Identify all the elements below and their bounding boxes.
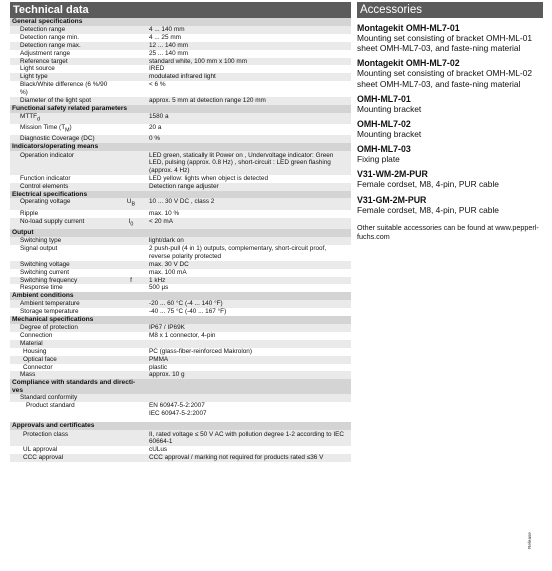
spec-row (10, 446, 351, 454)
spec-label (10, 42, 113, 50)
spec-label-text: Detection range min. (20, 33, 79, 41)
section-header (10, 143, 351, 151)
spec-symbol (113, 371, 149, 379)
accessory-description: Mounting bracket (357, 129, 422, 140)
spec-value: max. 100 mA (149, 268, 187, 276)
spec-value: < 6 % (149, 81, 166, 89)
spec-label (10, 371, 113, 379)
spec-symbol (113, 348, 149, 356)
spec-symbol (113, 277, 149, 285)
accessory-item (357, 169, 543, 189)
section-title: General specifications (12, 18, 83, 25)
accessory-item (357, 119, 543, 139)
spec-value: 1580 a (149, 112, 169, 120)
spec-row (10, 198, 351, 209)
spec-value: LED yellow: lights when object is detected (149, 174, 269, 182)
spec-symbol (113, 308, 149, 316)
spec-value-line: EN 60947-5-2:2007 (149, 402, 205, 410)
spec-label-text: Product standard (26, 402, 75, 410)
spec-row (10, 454, 351, 462)
spec-row (10, 430, 351, 446)
spec-label-text: UL approval (23, 446, 58, 454)
accessory-name: Montagekit OMH-ML7-02 (357, 58, 460, 69)
section-header (10, 105, 351, 113)
spec-symbol (113, 431, 149, 446)
spec-symbol (113, 446, 149, 454)
spec-value (149, 340, 351, 348)
spec-row (10, 42, 351, 50)
spec-row (10, 135, 351, 143)
spec-label (10, 454, 113, 462)
spec-label-text: Diagnostic Coverage (DC) (20, 135, 95, 143)
spec-label-text: Operating voltage (20, 198, 71, 206)
spec-label (10, 237, 113, 245)
spec-label-text: Light type (20, 73, 48, 81)
spec-value: IRED (149, 65, 165, 73)
spec-symbol (113, 81, 149, 97)
spec-row (10, 34, 351, 42)
spec-row (10, 371, 351, 379)
section-header (10, 316, 351, 324)
technical-data-panel (10, 2, 351, 462)
spec-label-text: Control elements (20, 182, 69, 190)
spec-value: M8 x 1 connector, 4-pin (149, 331, 216, 339)
spec-label (10, 364, 113, 372)
spec-row (10, 261, 351, 269)
spec-label (10, 340, 113, 348)
spec-symbol (113, 135, 149, 143)
spec-label-text: Reference target (20, 57, 68, 65)
section-title: Output (12, 228, 34, 236)
spec-row (10, 277, 351, 285)
section-title: Functional safety related parameters (12, 104, 128, 112)
spec-label (10, 324, 113, 332)
section-header (10, 18, 351, 26)
spec-symbol (113, 124, 149, 135)
spec-value: 10 ... 30 V DC , class 2 (149, 198, 215, 206)
spec-label (10, 277, 113, 285)
spec-label-text: Material (20, 339, 43, 347)
spec-row (10, 58, 351, 66)
release-note: Release (527, 532, 532, 549)
spec-label (10, 261, 113, 269)
spec-table (10, 18, 351, 462)
spec-symbol (113, 340, 149, 348)
accessories-panel (357, 2, 543, 241)
spec-symbol (113, 402, 149, 417)
spec-label (10, 183, 113, 191)
technical-data-header: Technical data (10, 2, 351, 18)
spec-row (10, 50, 351, 58)
section-title: Electrical specifications (12, 190, 88, 198)
spec-label-text: Operation indicator (20, 151, 74, 159)
spec-label-text: MTTF (20, 112, 38, 120)
spec-label (10, 175, 113, 183)
spec-row (10, 218, 351, 229)
spec-symbol-text: f (130, 276, 132, 284)
spec-value: standard white, 100 mm x 100 mm (149, 57, 248, 65)
accessory-name: OMH-ML7-01 (357, 93, 411, 104)
spec-value: 4 ... 140 mm (149, 25, 185, 33)
spec-value (149, 402, 351, 417)
spec-symbol (113, 73, 149, 81)
spec-label (10, 65, 113, 73)
spec-label-text: Function indicator (20, 174, 71, 182)
spec-symbol (113, 210, 149, 218)
spec-value: -40 ... 75 °C (-40 ... 167 °F) (149, 308, 227, 316)
accessory-description: Mounting bracket (357, 103, 422, 114)
spec-label (10, 348, 113, 356)
section-title-line: ves (12, 386, 24, 394)
spec-label-text: Standard conformity (20, 394, 78, 402)
spec-value: CCC approval / marking not required for products rated ≤36 V (149, 454, 324, 462)
spec-label (10, 198, 113, 209)
spec-symbol (113, 50, 149, 58)
accessory-name: V31-WM-2M-PUR (357, 169, 428, 180)
spec-label-text: Mission Time (T (20, 124, 66, 132)
accessory-name: V31-GM-2M-PUR (357, 194, 427, 205)
spec-label (10, 269, 113, 277)
spec-label (10, 58, 113, 66)
spec-label (10, 300, 113, 308)
spec-label-text: Degree of protection (20, 324, 78, 331)
spec-symbol (113, 356, 149, 364)
spec-label (10, 245, 113, 260)
spec-label (10, 152, 113, 175)
spec-symbol (113, 218, 149, 229)
spec-label (10, 97, 113, 105)
spec-label-tail: ) (69, 124, 72, 132)
spec-value: 0 % (149, 135, 161, 143)
spec-value: IP67 / IP69K (149, 324, 185, 331)
spec-label-text: Signal output (20, 245, 58, 253)
accessories-list (357, 23, 543, 215)
spec-symbol-text: U (126, 198, 132, 206)
spec-label (10, 26, 113, 34)
spec-value: 1 kHz (149, 276, 166, 284)
spec-label (10, 124, 113, 135)
spec-value: cULus (149, 446, 168, 454)
spec-symbol (113, 324, 149, 332)
spec-value: max. 10 % (149, 209, 180, 217)
spec-row (10, 210, 351, 218)
section-header (10, 191, 351, 199)
spec-value: II, rated voltage ≤ 50 V AC with pollution degree 1-2 according to IEC 60664-1 (149, 430, 344, 446)
spec-symbol-subscript: 0 (130, 220, 134, 227)
spec-label-text: Storage temperature (20, 308, 79, 316)
spec-row (10, 356, 351, 364)
accessory-name: Montagekit OMH-ML7-01 (357, 23, 460, 33)
spec-value: 4 ... 25 mm (149, 33, 181, 41)
spec-label-text: Black/White difference (6 %/90 %) (20, 81, 108, 97)
spec-symbol (113, 284, 149, 292)
spec-symbol (113, 364, 149, 372)
spec-value: light/dark on (149, 236, 184, 244)
spec-symbol (113, 454, 149, 462)
accessory-item (357, 58, 543, 88)
spec-row (10, 308, 351, 316)
spec-symbol (113, 332, 149, 340)
spec-row (10, 284, 351, 292)
spec-label (10, 446, 113, 454)
spec-row (10, 364, 351, 372)
spec-row (10, 245, 351, 261)
spec-row (10, 65, 351, 73)
spec-row (10, 237, 351, 245)
spec-value: approx. 10 g (149, 371, 185, 379)
spec-symbol (113, 65, 149, 73)
spec-label (10, 332, 113, 340)
spec-label-text: Detection range (20, 25, 66, 33)
spec-symbol (113, 300, 149, 308)
spec-symbol (113, 58, 149, 66)
spec-label (10, 356, 113, 364)
accessory-description: Female cordset, M8, 4-pin, PUR cable (357, 204, 499, 215)
spec-row (10, 124, 351, 135)
spec-row (10, 151, 351, 175)
spec-row (10, 269, 351, 277)
accessory-description: Mounting set consisting of bracket OMH-ML-01 sheet OMH-ML7-03, and faste-ning material (357, 33, 533, 54)
spec-label (10, 135, 113, 143)
spec-value: 12 ... 140 mm (149, 41, 189, 49)
spec-label-text: Connection (20, 331, 53, 339)
spec-value: 20 a (149, 124, 162, 132)
spec-label-text: Switching voltage (20, 260, 70, 268)
accessory-name: OMH-ML7-03 (357, 144, 411, 155)
spec-row (10, 175, 351, 183)
spec-label-text: Ripple (20, 209, 39, 217)
section-title: Mechanical specifications (12, 316, 94, 324)
spec-label (10, 34, 113, 42)
spec-row (10, 73, 351, 81)
spec-label-text: No-load supply current (20, 217, 85, 225)
spec-value: 2 push-pull (4 in 1) outputs, complementary, short-circuit proof, reverse polarity protected (149, 245, 327, 260)
spec-row (10, 340, 351, 348)
spec-label-text: Protection class (23, 430, 69, 438)
spec-symbol (113, 113, 149, 124)
spec-row (10, 402, 351, 417)
spec-symbol (113, 245, 149, 260)
spec-label-text: Mass (20, 371, 36, 379)
spec-label-text: Response time (20, 284, 63, 292)
spec-label-text: Housing (23, 347, 47, 355)
spec-row (10, 394, 351, 402)
spec-label-text: Ambient temperature (20, 300, 80, 308)
spec-label-text: CCC approval (23, 454, 64, 462)
accessory-item (357, 94, 543, 114)
spec-label (10, 50, 113, 58)
spec-value: LED green, statically lit Power on , Undervoltage indicator: Green LED, pulsing (approx. 0.8 Hz) , short-circuit : LED green flashing (approx. 4 Hz) (149, 151, 334, 174)
spec-symbol (113, 34, 149, 42)
accessories-header: Accessories (357, 2, 543, 18)
section-title-line: Compliance with standards and directi- (12, 379, 136, 387)
spec-value (149, 394, 351, 402)
spec-value: PMMA (149, 355, 169, 363)
spec-row (10, 300, 351, 308)
spec-label (10, 284, 113, 292)
spec-symbol (113, 97, 149, 105)
spec-row (10, 26, 351, 34)
accessory-description: Fixing plate (357, 154, 400, 165)
spec-row (10, 324, 351, 332)
spec-label (10, 431, 113, 446)
spec-row (10, 97, 351, 105)
spec-value: max. 30 V DC (149, 260, 189, 268)
spec-label (10, 113, 113, 124)
spec-value: 500 µs (149, 284, 169, 292)
spec-label (10, 210, 113, 218)
spec-row (10, 332, 351, 340)
spec-value-line: IEC 60947-5-2:2007 (149, 409, 207, 417)
spec-label-text: Light source (20, 65, 55, 73)
section-title: Indicators/operating means (12, 143, 99, 151)
spec-symbol (113, 26, 149, 34)
accessory-description: Female cordset, M8, 4-pin, PUR cable (357, 179, 499, 190)
accessory-name: OMH-ML7-02 (357, 119, 411, 130)
spec-label-subscript: M (65, 127, 70, 134)
spec-label (10, 308, 113, 316)
spec-symbol-text: I (128, 217, 131, 225)
spec-value: PC (glass-fiber-reinforced Makrolon) (149, 347, 252, 355)
spec-label-text: Connector (23, 363, 53, 371)
spec-symbol-subscript: B (131, 201, 136, 208)
spec-row (10, 81, 351, 97)
spec-label (10, 402, 113, 417)
spec-row (10, 348, 351, 356)
accessory-description: Mounting set consisting of bracket OMH-ML-02 sheet OMH-ML7-03, and faste-ning material (357, 68, 533, 89)
section-header (10, 379, 351, 394)
spec-symbol (113, 198, 149, 209)
accessory-item (357, 195, 543, 215)
spec-symbol (113, 183, 149, 191)
spec-value: approx. 5 mm at detection range 120 mm (149, 97, 266, 105)
section-header (10, 422, 351, 430)
spec-symbol (113, 175, 149, 183)
spec-label-text: Adjustment range (20, 49, 71, 57)
spec-symbol (113, 237, 149, 245)
spec-label (10, 394, 113, 402)
spec-symbol (113, 42, 149, 50)
accessory-item (357, 23, 543, 53)
spec-value: modulated infrared light (149, 73, 216, 81)
spec-label-text: Detection range max. (20, 41, 81, 49)
spec-value: < 20 mA (149, 217, 173, 225)
spec-label-text: Diameter of the light spot (20, 97, 92, 105)
accessory-item (357, 144, 543, 164)
spec-symbol (113, 269, 149, 277)
spec-row (10, 183, 351, 191)
spec-label-subscript: d (37, 116, 41, 123)
section-title (10, 379, 135, 394)
spec-value: 25 ... 140 mm (149, 49, 189, 57)
accessories-other-note: Other suitable accessories can be found at www.pepperl-fuchs.com (357, 222, 539, 241)
spec-label (10, 81, 113, 97)
spec-value: plastic (149, 363, 168, 371)
spec-label-text: Switching type (20, 236, 62, 244)
spec-label (10, 218, 113, 229)
spec-symbol (113, 394, 149, 402)
spec-symbol (113, 261, 149, 269)
spec-label (10, 73, 113, 81)
section-header (10, 229, 351, 237)
spec-symbol (113, 152, 149, 175)
spec-value: Detection range adjuster (149, 182, 219, 190)
section-title: Ambient conditions (12, 292, 74, 300)
spec-label-text: Switching frequency (20, 276, 78, 284)
spec-row (10, 113, 351, 124)
section-title: Approvals and certificates (12, 422, 95, 430)
spec-value: -20 ... 60 °C (-4 ... 140 °F) (149, 300, 223, 308)
spec-label-text: Optical face (23, 355, 57, 363)
spec-label-text: Switching current (20, 268, 70, 276)
